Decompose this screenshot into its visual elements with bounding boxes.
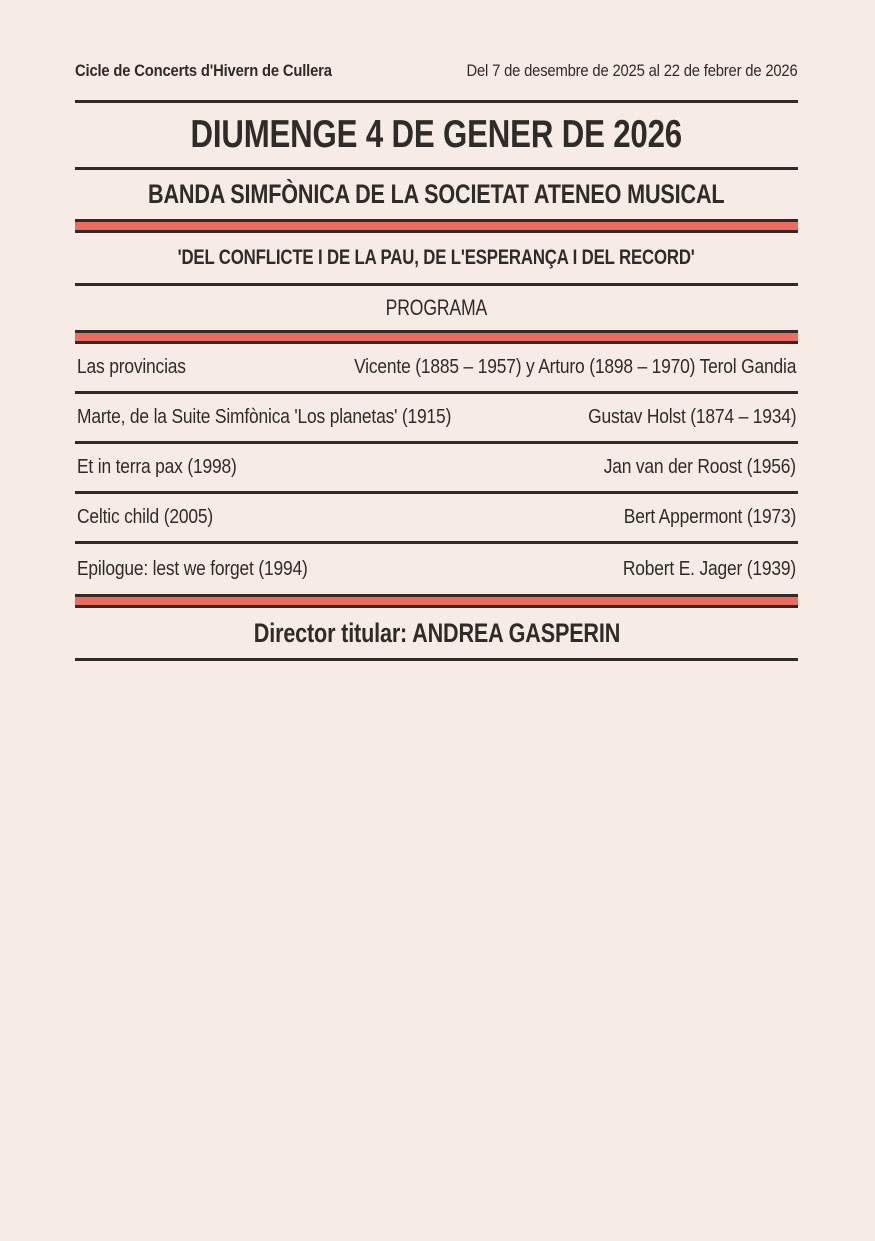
composer-name: Gustav Holst (1874 – 1934) bbox=[587, 406, 796, 428]
composer-name: Robert E. Jager (1939) bbox=[622, 557, 796, 580]
director-row bbox=[75, 608, 798, 658]
program-row bbox=[75, 494, 798, 544]
ensemble-name: BANDA SIMFÒNICA DE LA SOCIETAT ATENEO MUSICAL bbox=[148, 179, 725, 209]
director-name: Director titular: ANDREA GASPERIN bbox=[253, 617, 620, 648]
work-title: Celtic child (2005) bbox=[77, 506, 213, 528]
motto-row bbox=[75, 233, 798, 283]
concert-date-row bbox=[75, 103, 798, 167]
program-section-label: PROGRAMA bbox=[385, 295, 488, 320]
concert-motto: 'DEL CONFLICTE I DE LA PAU, DE L'ESPERANÇA I DEL RECORD' bbox=[177, 246, 696, 269]
program-table bbox=[75, 0, 798, 661]
work-title: Las provincias bbox=[77, 356, 186, 378]
cycle-title: Cicle de Concerts d'Hivern de Cullera bbox=[75, 61, 332, 80]
divider bbox=[75, 658, 798, 661]
cycle-dates: Del 7 de desembre de 2025 al 22 de febrer de 2026 bbox=[466, 61, 798, 80]
accent-band bbox=[75, 594, 798, 608]
composer-name: Jan van der Roost (1956) bbox=[603, 456, 796, 478]
work-title: Epilogue: lest we forget (1994) bbox=[77, 557, 308, 580]
accent-band bbox=[75, 330, 798, 344]
page-header bbox=[75, 0, 798, 100]
program-row bbox=[75, 444, 798, 494]
program-row bbox=[75, 394, 798, 444]
work-title: Et in terra pax (1998) bbox=[77, 456, 237, 478]
concert-date-title: DIUMENGE 4 DE GENER DE 2026 bbox=[190, 113, 683, 156]
program-section-row bbox=[75, 286, 798, 330]
ensemble-row bbox=[75, 170, 798, 219]
program-row bbox=[75, 544, 798, 594]
accent-band bbox=[75, 219, 798, 233]
composer-name: Vicente (1885 – 1957) y Arturo (1898 – 1970) Terol Gandia bbox=[353, 356, 796, 378]
work-title: Marte, de la Suite Simfònica 'Los planetas' (1915) bbox=[77, 406, 452, 428]
program-row bbox=[75, 344, 798, 394]
composer-name: Bert Appermont (1973) bbox=[623, 506, 796, 528]
